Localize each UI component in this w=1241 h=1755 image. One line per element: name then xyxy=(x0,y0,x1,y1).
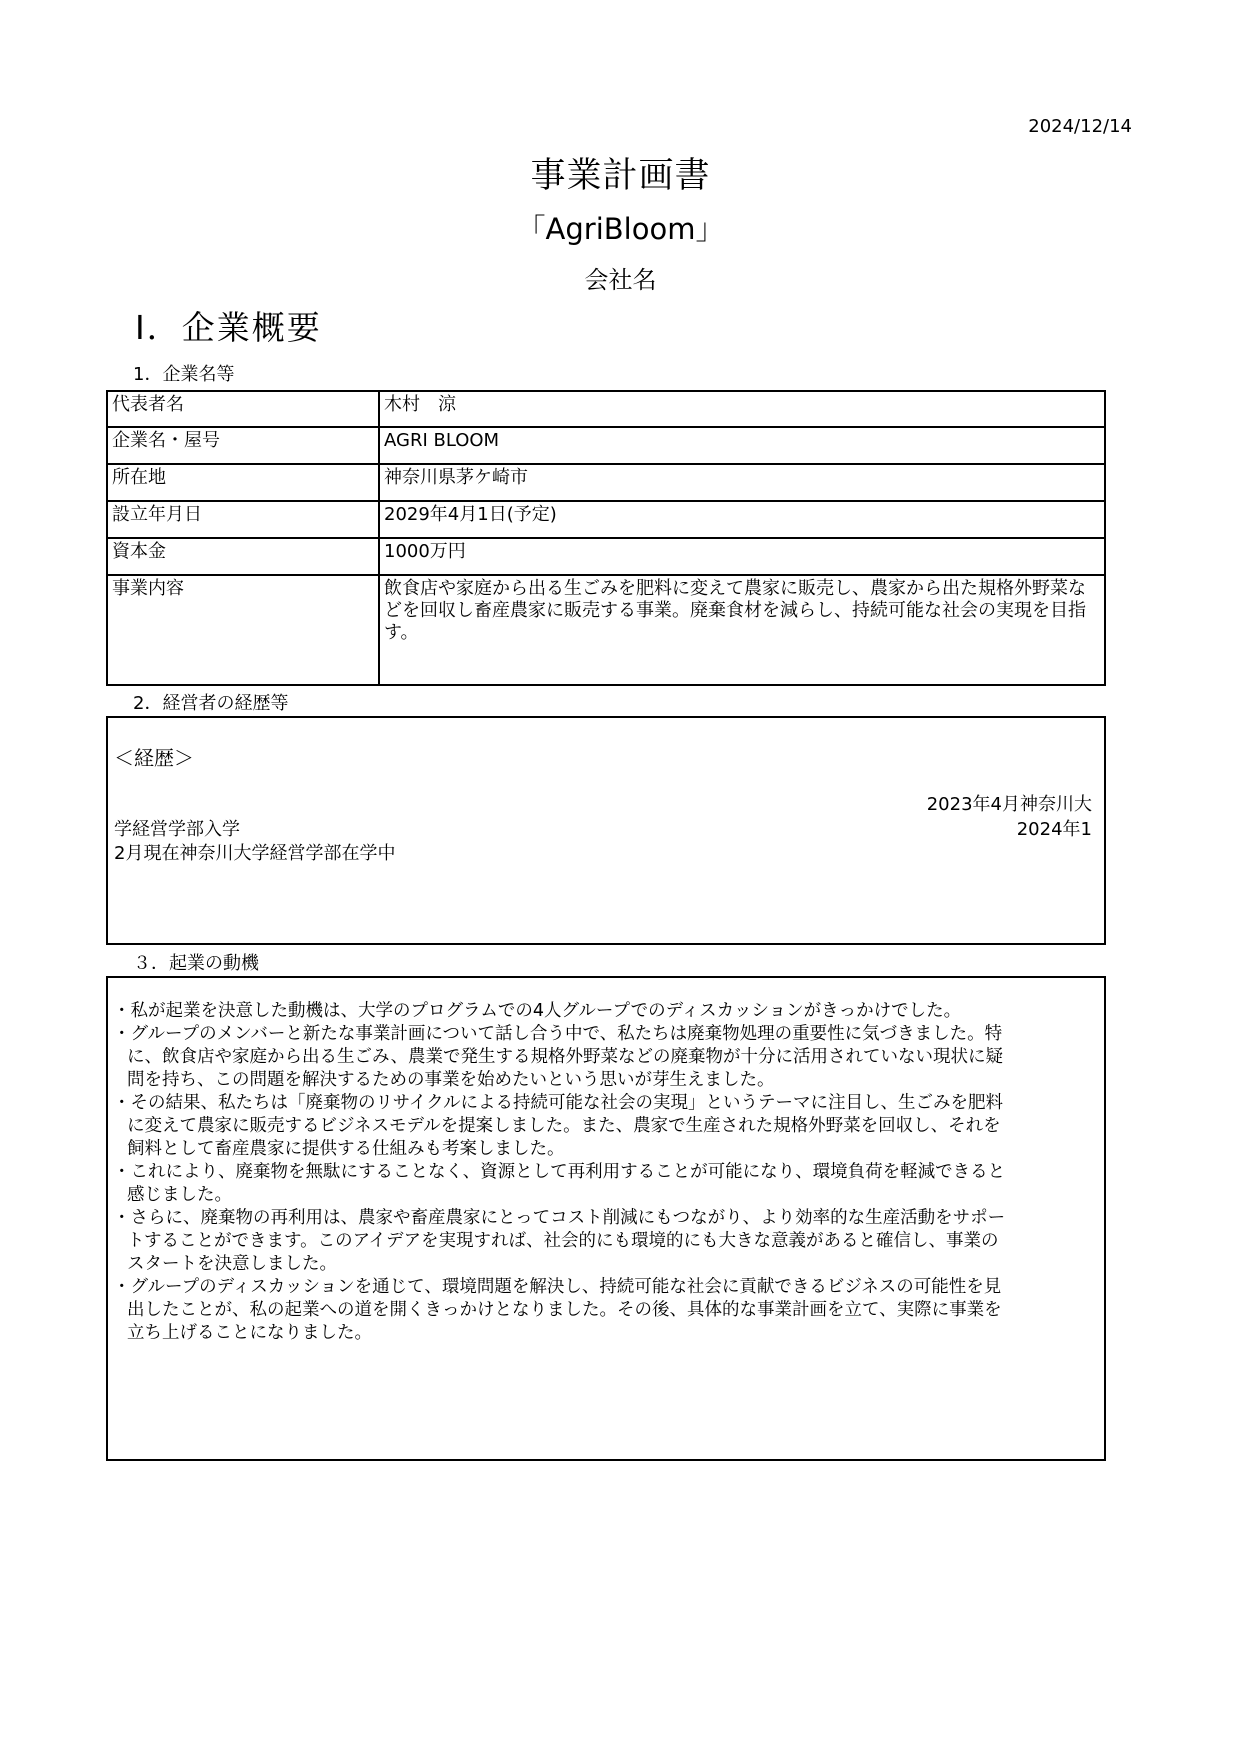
list-item: ・これにより、廃棄物を無駄にすることなく、資源として再利用することが可能になり、環境負荷を軽減できると感じました。 xyxy=(113,1162,1006,1205)
list-item: ・私が起業を決意した動機は、大学のプログラムでの4人グループでのディスカッションがきっかけでした。 xyxy=(113,1001,962,1021)
table-row xyxy=(107,501,1105,538)
career-heading: ＜経歴＞ xyxy=(114,746,194,770)
subsection-heading-career: 2．経営者の経歴等 xyxy=(133,693,289,714)
row-value: 木村 涼 xyxy=(379,391,1105,427)
career-text-right-2: 2024年1 xyxy=(1016,819,1092,840)
table-row xyxy=(107,427,1105,464)
document-title: 事業計画書 xyxy=(530,156,711,196)
company-info-table xyxy=(106,390,1106,686)
row-label: 事業内容 xyxy=(107,575,379,685)
row-label: 代表者名 xyxy=(107,391,379,427)
document-date: 2024/12/14 xyxy=(1028,116,1132,137)
subsection-heading-company-name: 1．企業名等 xyxy=(133,364,235,385)
motive-box xyxy=(106,976,1106,1461)
list-item: ・グループのディスカッションを通じて、環境問題を解決し、持続可能な社会に貢献できるビジネスの可能性を見出したことが、私の起業への道を開くきっかけとなりました。その後、具体的な事業計画を立て、実際に事業を立ち上げることになりました。 xyxy=(113,1277,1002,1343)
row-value: 神奈川県茅ケ崎市 xyxy=(379,464,1105,501)
company-name-label: 会社名 xyxy=(584,266,657,294)
section-heading-company-overview: Ⅰ．企業概要 xyxy=(135,308,322,347)
motive-list xyxy=(113,1000,1013,1345)
row-value: 飲食店や家庭から出る生ごみを肥料に変えて農家に販売し、農家から出た規格外野菜などを回収し畜産農家に販売する事業。廃棄食材を減らし、持続可能な社会の実現を目指す。 xyxy=(379,575,1105,685)
subsection-heading-motive: ３．起業の動機 xyxy=(133,953,259,974)
list-item: ・さらに、廃棄物の再利用は、農家や畜産農家にとってコスト削減にもつながり、より効率的な生産活動をサポートすることができます。このアイデアを実現すれば、社会的にも環境的にも大きな意義があると確信し、事業のスタートを決意しました。 xyxy=(113,1208,1006,1274)
table-row xyxy=(107,391,1105,427)
row-label: 所在地 xyxy=(107,464,379,501)
list-item: ・その結果、私たちは「廃棄物のリサイクルによる持続可能な社会の実現」というテーマに注目し、生ごみを肥料に変えて農家に販売するビジネスモデルを提案しました。また、農家で生産された規格外野菜を回収し、それを飼料として畜産農家に提供する仕組みも考案しました。 xyxy=(113,1093,1004,1159)
career-text-left-1: 学経営学部入学 xyxy=(114,819,240,840)
row-value: 1000万円 xyxy=(379,538,1105,575)
row-label: 設立年月日 xyxy=(107,501,379,538)
career-text-right-1: 2023年4月神奈川大 xyxy=(926,794,1092,815)
row-label: 企業名・屋号 xyxy=(107,427,379,464)
list-item: ・グループのメンバーと新たな事業計画について話し合う中で、私たちは廃棄物処理の重要性に気づきました。特に、飲食店や家庭から出る生ごみ、農業で発生する規格外野菜などの廃棄物が十分に活用されていない現状に疑問を持ち、この問題を解決するための事業を始めたいという思いが芽生えました。 xyxy=(113,1024,1004,1090)
row-value: 2029年4月1日(予定) xyxy=(379,501,1105,538)
table-row xyxy=(107,575,1105,685)
career-text-left-2: 2月現在神奈川大学経営学部在学中 xyxy=(114,843,396,864)
table-row xyxy=(107,538,1105,575)
table-row xyxy=(107,464,1105,501)
document-subtitle: 「AgriBloom」 xyxy=(516,212,725,246)
career-box xyxy=(106,716,1106,945)
row-label: 資本金 xyxy=(107,538,379,575)
row-value: AGRI BLOOM xyxy=(379,427,1105,464)
